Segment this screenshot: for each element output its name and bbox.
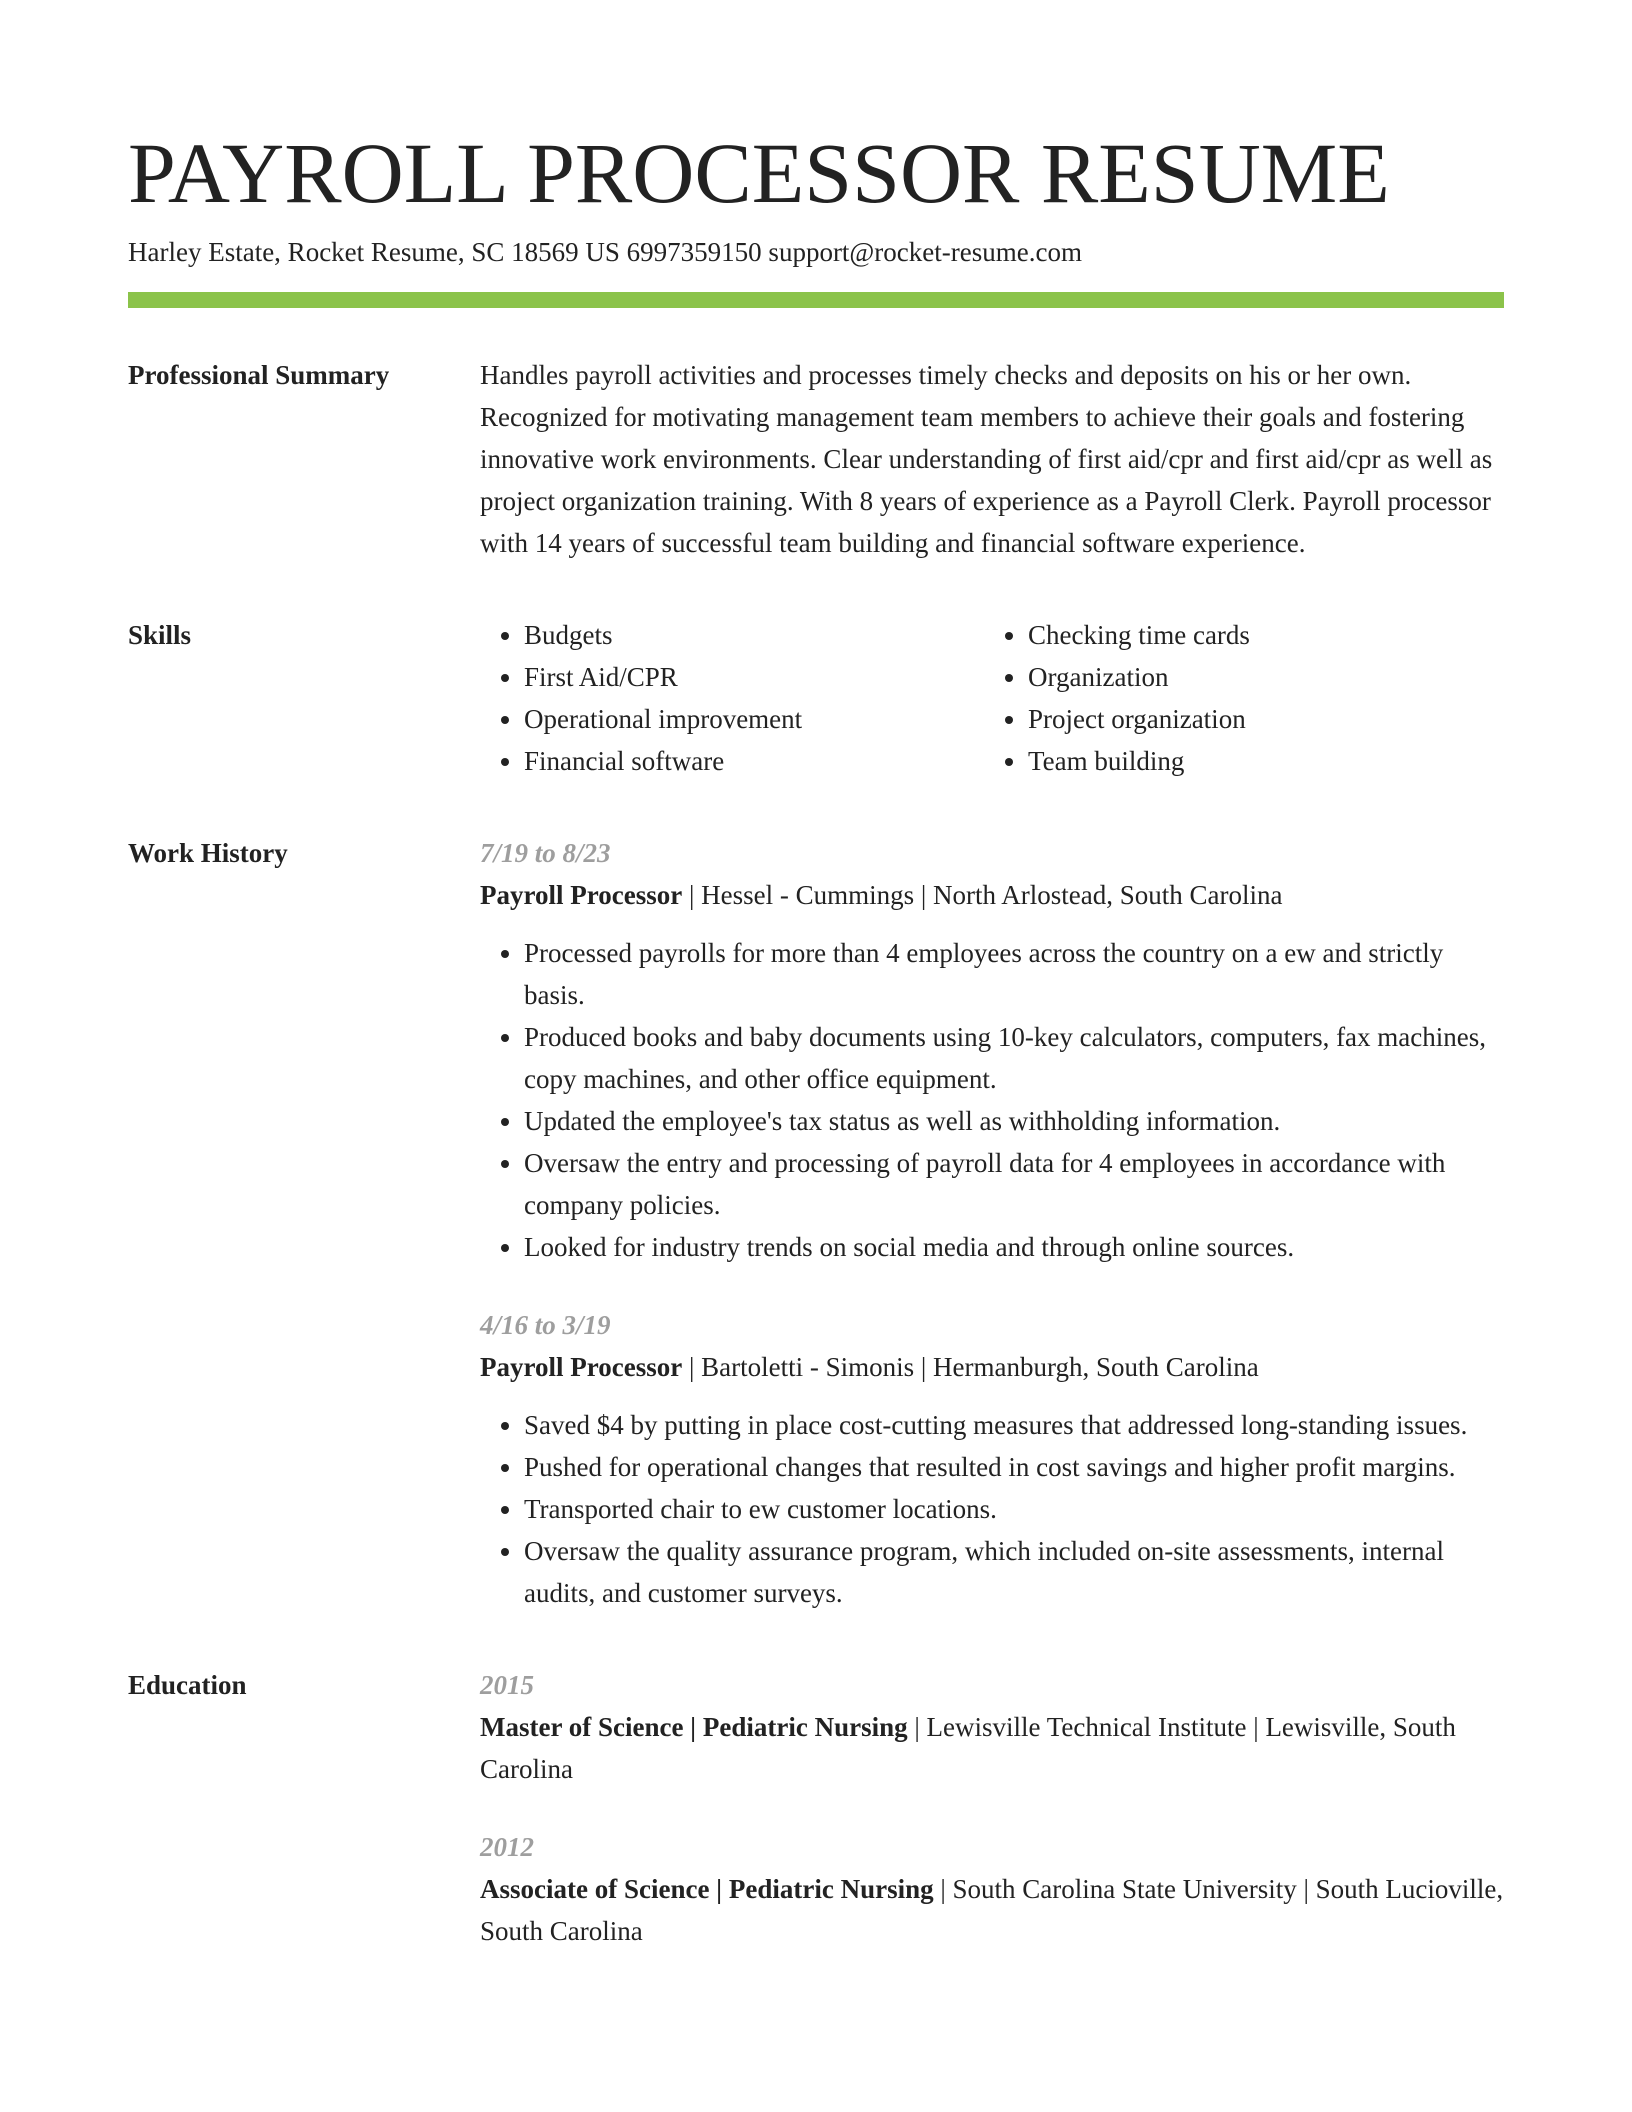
work-history-heading: Work History — [128, 838, 288, 868]
skills-column-1 — [480, 614, 984, 782]
job-dates: 7/19 to 8/23 — [480, 838, 611, 868]
education-year: 2015 — [480, 1670, 534, 1700]
skill-item: • Budgets — [524, 614, 984, 656]
education-year: 2012 — [480, 1832, 534, 1862]
education-entry — [480, 1826, 1504, 1952]
skills-heading: Skills — [128, 620, 192, 650]
work-history-body — [480, 832, 1504, 1614]
contact-line: Harley Estate, Rocket Resume, SC 18569 US 6997359150 support@rocket-resume.com — [128, 237, 1082, 267]
job-bullet: • Pushed for operational changes that resulted in cost savings and higher profit margins. — [524, 1446, 1504, 1488]
job-bullet: • Oversaw the quality assurance program, which included on-site assessments, internal audits, and customer surveys. — [524, 1530, 1504, 1614]
summary-body — [480, 354, 1504, 564]
education-line — [480, 1868, 1504, 1952]
job-bullet: • Looked for industry trends on social media and through online sources. — [524, 1226, 1504, 1268]
education-line — [480, 1706, 1504, 1790]
skill-item: • Project organization — [1028, 698, 1488, 740]
job-bullet: • Updated the employee's tax status as well as withholding information. — [524, 1100, 1504, 1142]
education-degree: Associate of Science | Pediatric Nursing — [480, 1874, 934, 1904]
skill-item: • Team building — [1028, 740, 1488, 782]
job-bullet: • Saved $4 by putting in place cost-cutting measures that addressed long-standing issues. — [524, 1404, 1504, 1446]
education-heading: Education — [128, 1670, 247, 1700]
job-role: Payroll Processor — [480, 1352, 683, 1382]
skill-item: • Operational improvement — [524, 698, 984, 740]
resume-title: PAYROLL PROCESSOR RESUME — [128, 125, 1390, 221]
job-title-line — [480, 874, 1504, 916]
job-title-line — [480, 1346, 1504, 1388]
education-section — [128, 1664, 1504, 1952]
skill-item: • Financial software — [524, 740, 984, 782]
job-company-location: | Bartoletti - Simonis | Hermanburgh, South Carolina — [682, 1352, 1259, 1382]
education-entry — [480, 1664, 1504, 1790]
job-company-location: | Hessel - Cummings | North Arlostead, South Carolina — [682, 880, 1283, 910]
job-bullets — [480, 1404, 1504, 1614]
summary-heading: Professional Summary — [128, 360, 390, 390]
education-degree: Master of Science | Pediatric Nursing — [480, 1712, 908, 1742]
skills-section — [128, 614, 1504, 782]
education-school: | Lewisville Technical Institute | Lewisville, South Carolina — [480, 1712, 1456, 1784]
job-entry — [480, 832, 1504, 1268]
accent-divider — [128, 292, 1504, 308]
skill-item: • First Aid/CPR — [524, 656, 984, 698]
job-bullet: • Processed payrolls for more than 4 employees across the country on a ew and strictly basis. — [524, 932, 1504, 1016]
job-role: Payroll Processor — [480, 880, 683, 910]
skills-body — [480, 614, 1504, 782]
skills-column-2 — [984, 614, 1488, 782]
education-body — [480, 1664, 1504, 1952]
work-history-section — [128, 832, 1504, 1614]
job-bullets — [480, 932, 1504, 1268]
job-entry — [480, 1304, 1504, 1614]
job-dates: 4/16 to 3/19 — [480, 1310, 611, 1340]
job-bullet: • Oversaw the entry and processing of payroll data for 4 employees in accordance with company policies. — [524, 1142, 1504, 1226]
education-school: | South Carolina State University | South Lucioville, South Carolina — [480, 1874, 1504, 1946]
resume-page — [128, 118, 1504, 1952]
skill-item: • Checking time cards — [1028, 614, 1488, 656]
job-bullet: • Produced books and baby documents using 10-key calculators, computers, fax machines, copy machines, and other office equipment. — [524, 1016, 1504, 1100]
summary-text: Handles payroll activities and processes timely checks and deposits on his or her own. Recognized for motivating management team members to achieve their goals and fostering innovative work environments. Clear understanding of first aid/cpr and first aid/cpr as well as project organization training. With 8 years of experience as a Payroll Clerk. Payroll processor with 14 years of successful team building and financial software experience. — [480, 360, 1493, 558]
summary-section — [128, 354, 1504, 564]
job-bullet: • Transported chair to ew customer locations. — [524, 1488, 1504, 1530]
skill-item: • Organization — [1028, 656, 1488, 698]
